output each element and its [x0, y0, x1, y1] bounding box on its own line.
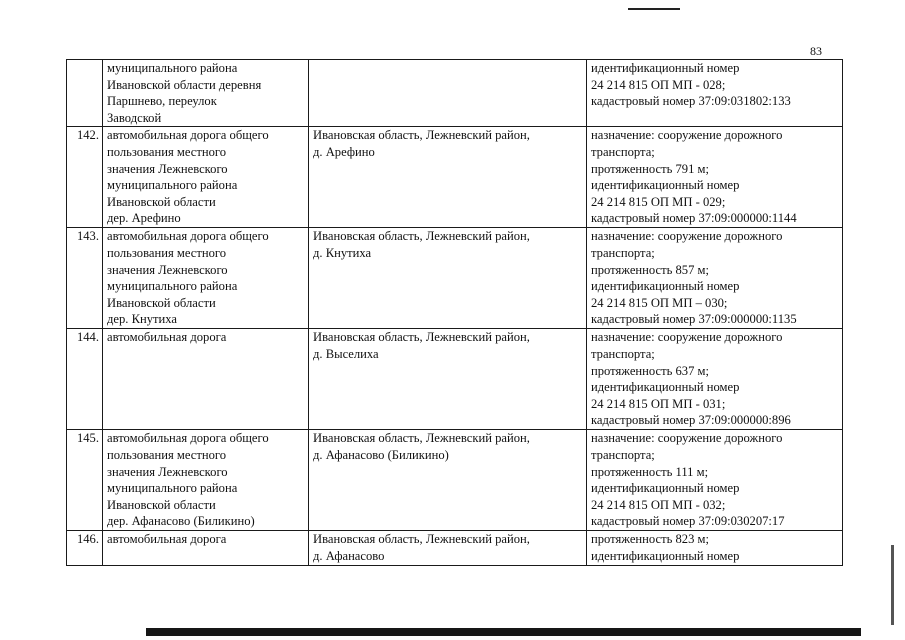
- row-number: 144.: [67, 329, 103, 430]
- road-name: автомобильная дорога: [103, 329, 309, 430]
- scan-edge-mark: [891, 545, 894, 625]
- table-row: [67, 531, 843, 566]
- table-row: [67, 127, 843, 228]
- road-name: автомобильная дорога общего пользования местного значения Лежневского муниципального района Ивановской области дер. Арефино: [103, 127, 309, 228]
- road-details: протяженность 823 м; идентификационный номер: [587, 531, 843, 566]
- table-row: [67, 329, 843, 430]
- row-number: 145.: [67, 430, 103, 531]
- road-details: назначение: сооружение дорожного транспорта; протяженность 637 м; идентификационный номер 24 214 815 ОП МП - 031; кадастровый номер 37:09:000000:896: [587, 329, 843, 430]
- header-rule: [628, 8, 680, 10]
- road-details: назначение: сооружение дорожного транспорта; протяженность 791 м; идентификационный номер 24 214 815 ОП МП - 029; кадастровый номер 37:09:000000:1144: [587, 127, 843, 228]
- road-location: Ивановская область, Лежневский район, д. Выселиха: [309, 329, 587, 430]
- road-location: Ивановская область, Лежневский район, д. Арефино: [309, 127, 587, 228]
- road-location: Ивановская область, Лежневский район, д. Афанасово: [309, 531, 587, 566]
- page-number: 83: [810, 44, 822, 58]
- row-number: 146.: [67, 531, 103, 566]
- table-row: [67, 60, 843, 127]
- road-location: Ивановская область, Лежневский район, д. Кнутиха: [309, 228, 587, 329]
- road-name: автомобильная дорога общего пользования местного значения Лежневского муниципального района Ивановской области дер. Афанасово (Биликино): [103, 430, 309, 531]
- road-details: идентификационный номер 24 214 815 ОП МП - 028; кадастровый номер 37:09:031802:133: [587, 60, 843, 127]
- row-number: [67, 60, 103, 127]
- row-number: 143.: [67, 228, 103, 329]
- road-name: автомобильная дорога: [103, 531, 309, 566]
- road-location: [309, 60, 587, 127]
- road-details: назначение: сооружение дорожного транспорта; протяженность 857 м; идентификационный номер 24 214 815 ОП МП – 030; кадастровый номер 37:09:000000:1135: [587, 228, 843, 329]
- road-name: автомобильная дорога общего пользования местного значения Лежневского муниципального района Ивановской области дер. Кнутиха: [103, 228, 309, 329]
- road-name: муниципального района Ивановской области деревня Паршнево, переулок Заводской: [103, 60, 309, 127]
- row-number: 142.: [67, 127, 103, 228]
- road-location: Ивановская область, Лежневский район, д. Афанасово (Биликино): [309, 430, 587, 531]
- scan-bottom-bar: [146, 628, 861, 636]
- property-table: [66, 59, 843, 566]
- road-details: назначение: сооружение дорожного транспорта; протяженность 111 м; идентификационный номер 24 214 815 ОП МП - 032; кадастровый номер 37:09:030207:17: [587, 430, 843, 531]
- table-row: [67, 228, 843, 329]
- table-row: [67, 430, 843, 531]
